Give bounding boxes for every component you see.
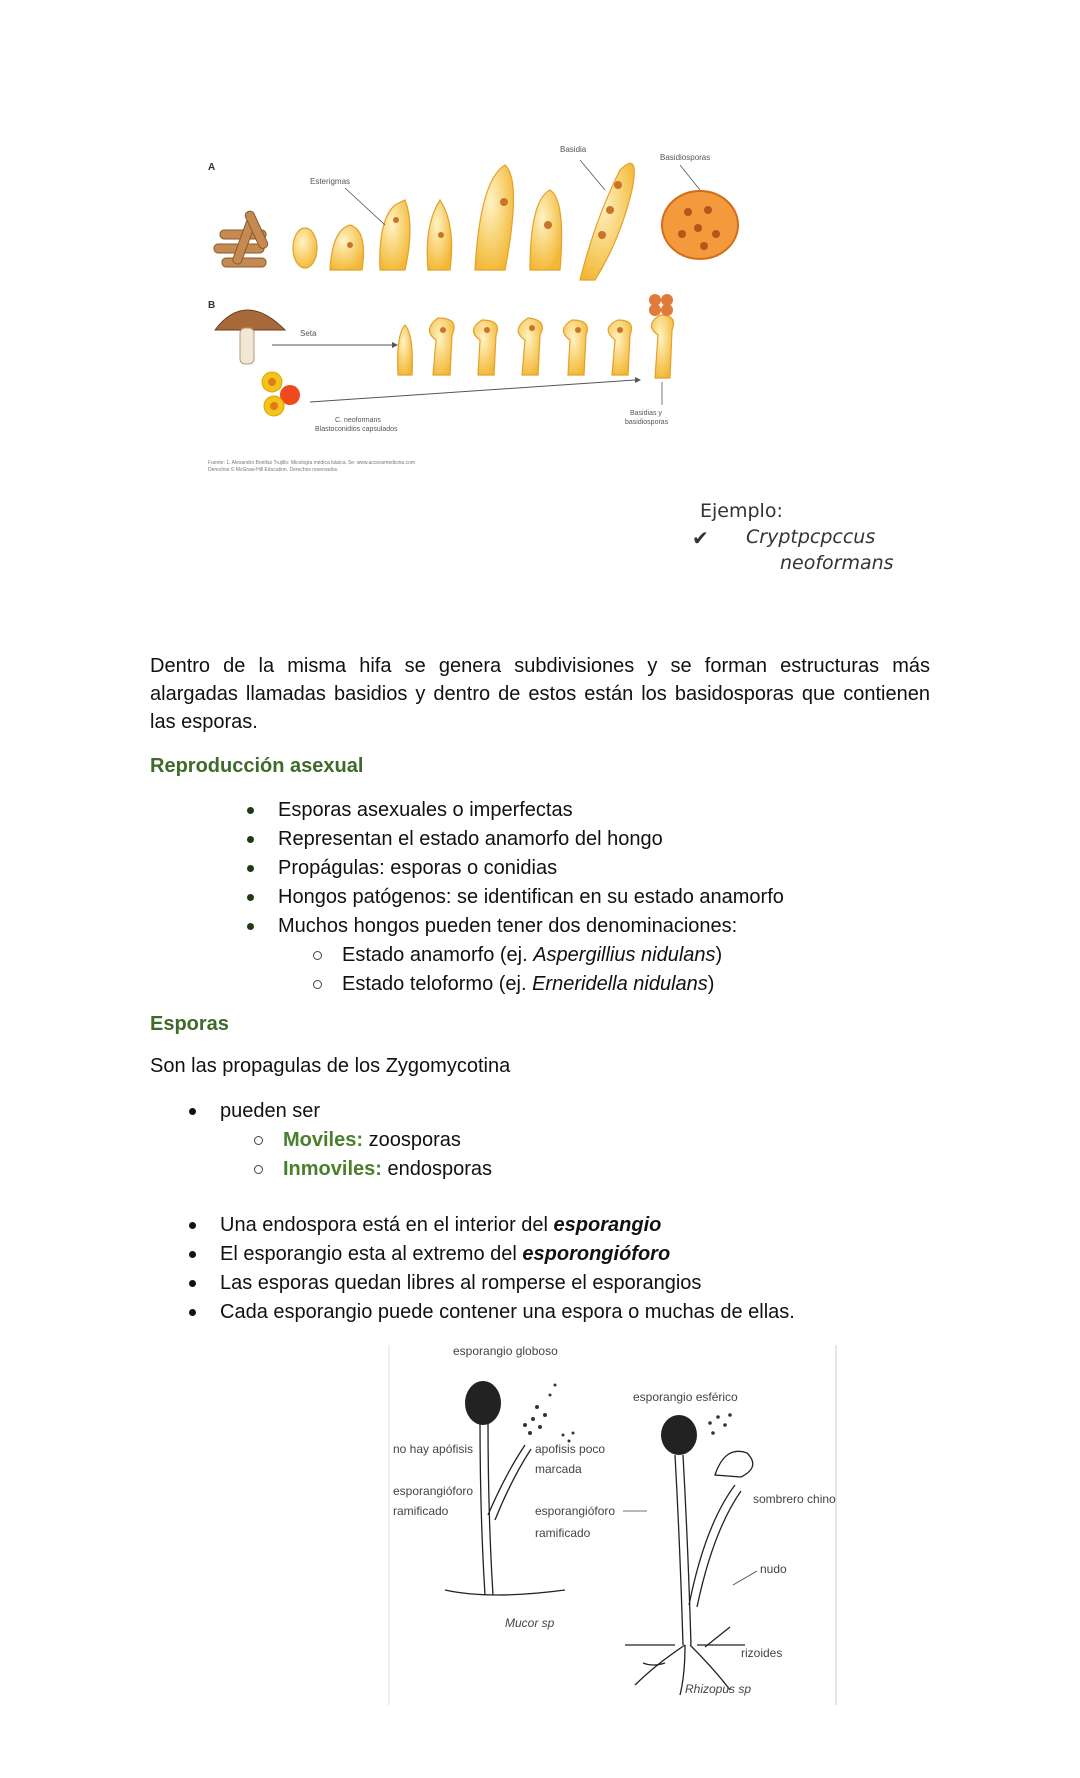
- list-item: Una endospora está en el interior del esporangio: [220, 1211, 795, 1240]
- intro-paragraph: Dentro de la misma hifa se genera subdivisiones y se forman estructuras más alargadas llamadas basidios y dentro de estos están los basidosporas que contienen las esporas.: [150, 655, 930, 733]
- list-item: Representan el estado anamorfo del hongo: [278, 825, 784, 854]
- label-b: B: [208, 300, 216, 311]
- rhizopus-label: Rhizopus sp: [685, 1682, 752, 1696]
- list-item: Las esporas quedan libres al romperse el esporangios: [220, 1269, 795, 1298]
- hyphae-cluster: [214, 210, 269, 267]
- mucor-label: Mucor sp: [505, 1616, 555, 1630]
- esporas-sublist: [283, 1126, 492, 1184]
- rhizopus-sporangium: [661, 1415, 697, 1455]
- list-item: pueden ser: [220, 1097, 320, 1126]
- list-item: Inmoviles: endosporas: [283, 1155, 492, 1184]
- mucor-spores: [523, 1384, 575, 1443]
- blastoconidios-label: Blastoconidios capsulados: [315, 426, 398, 433]
- list-item: El esporangio esta al extremo del esporongióforo: [220, 1240, 795, 1269]
- ejemplo-genus: Cryptpcpccus: [746, 526, 876, 548]
- basidias-label-2: basidiosporas: [625, 419, 669, 426]
- apofisis-label-1: apofisis poco: [535, 1442, 606, 1456]
- check-icon: ✔: [692, 526, 709, 550]
- ramificado-label-1: ramificado: [393, 1504, 449, 1518]
- mushroom-icon: [215, 310, 285, 364]
- rhizopus-columella: [715, 1451, 753, 1477]
- esporangioforo-label-1: esporangióforo: [393, 1484, 474, 1498]
- globoso-label: esporangio globoso: [453, 1345, 558, 1358]
- basidia-label: Basidia: [560, 145, 587, 154]
- esporas-intro: Son las propagulas de los Zygomycotina: [150, 1055, 511, 1077]
- apofisis-label-2: marcada: [535, 1462, 582, 1476]
- mucor-rhizopus-figure: [385, 1345, 840, 1705]
- esporangio-list: [220, 1211, 795, 1327]
- rhizopus-spores: [708, 1413, 732, 1435]
- list-item: Propágulas: esporas o conidias: [278, 854, 784, 883]
- mucor-sporangium: [465, 1381, 501, 1425]
- rhizopus-drawing: [625, 1455, 745, 1695]
- asexual-list: [278, 796, 784, 941]
- list-item: Cada esporangio puede contener una espora o muchas de ellas.: [220, 1298, 795, 1327]
- esporas-list: [220, 1097, 320, 1126]
- list-item: Esporas asexuales o imperfectas: [278, 796, 784, 825]
- blastoconidia: [262, 372, 300, 416]
- basidias-label-1: Basidias y: [630, 410, 662, 417]
- credit-line-2: Derechos © McGraw-Hill Education. Derechos reservados.: [208, 467, 339, 473]
- heading-asexual: Reproducción asexual: [150, 755, 364, 777]
- list-item: Moviles: zoosporas: [283, 1126, 492, 1155]
- ejemplo-species: neoformans: [780, 552, 894, 574]
- basidia-figure: [200, 130, 840, 490]
- basidia-b-caps: [649, 294, 673, 316]
- credit-line-1: Fuente: 1. Alexandro Bonifaz Trujillo: Micología médica básica, 5e: www.accessmedicina.com: [208, 460, 416, 466]
- basidia-row-b: [398, 315, 674, 378]
- ramificado-label-2: ramificado: [535, 1526, 591, 1540]
- list-item: Estado teloformo (ej. Erneridella nidulans): [342, 970, 722, 999]
- cneoformans-label: C. neoformans: [335, 417, 381, 424]
- rizoides-label: rizoides: [741, 1646, 783, 1660]
- basidiosporas-label: Basidiosporas: [660, 153, 711, 162]
- list-item: Muchos hongos pueden tener dos denominaciones:: [278, 912, 784, 941]
- label-a: A: [208, 162, 216, 173]
- esferico-label: esporangio esférico: [633, 1390, 738, 1404]
- nudo-label: nudo: [760, 1562, 787, 1576]
- ejemplo-label: Ejemplo:: [700, 500, 783, 522]
- esporangioforo-label-2: esporangióforo: [535, 1504, 616, 1518]
- list-item: Estado anamorfo (ej. Aspergillius nidulans): [342, 941, 722, 970]
- list-item: Hongos patógenos: se identifican en su estado anamorfo: [278, 883, 784, 912]
- no-apofisis-label: no hay apófisis: [393, 1442, 474, 1456]
- seta-label: Seta: [300, 329, 317, 338]
- sombrero-label: sombrero chino: [753, 1492, 836, 1506]
- heading-esporas: Esporas: [150, 1013, 229, 1035]
- asexual-sublist: [342, 941, 722, 999]
- esterigmas-label: Esterigmas: [310, 177, 351, 186]
